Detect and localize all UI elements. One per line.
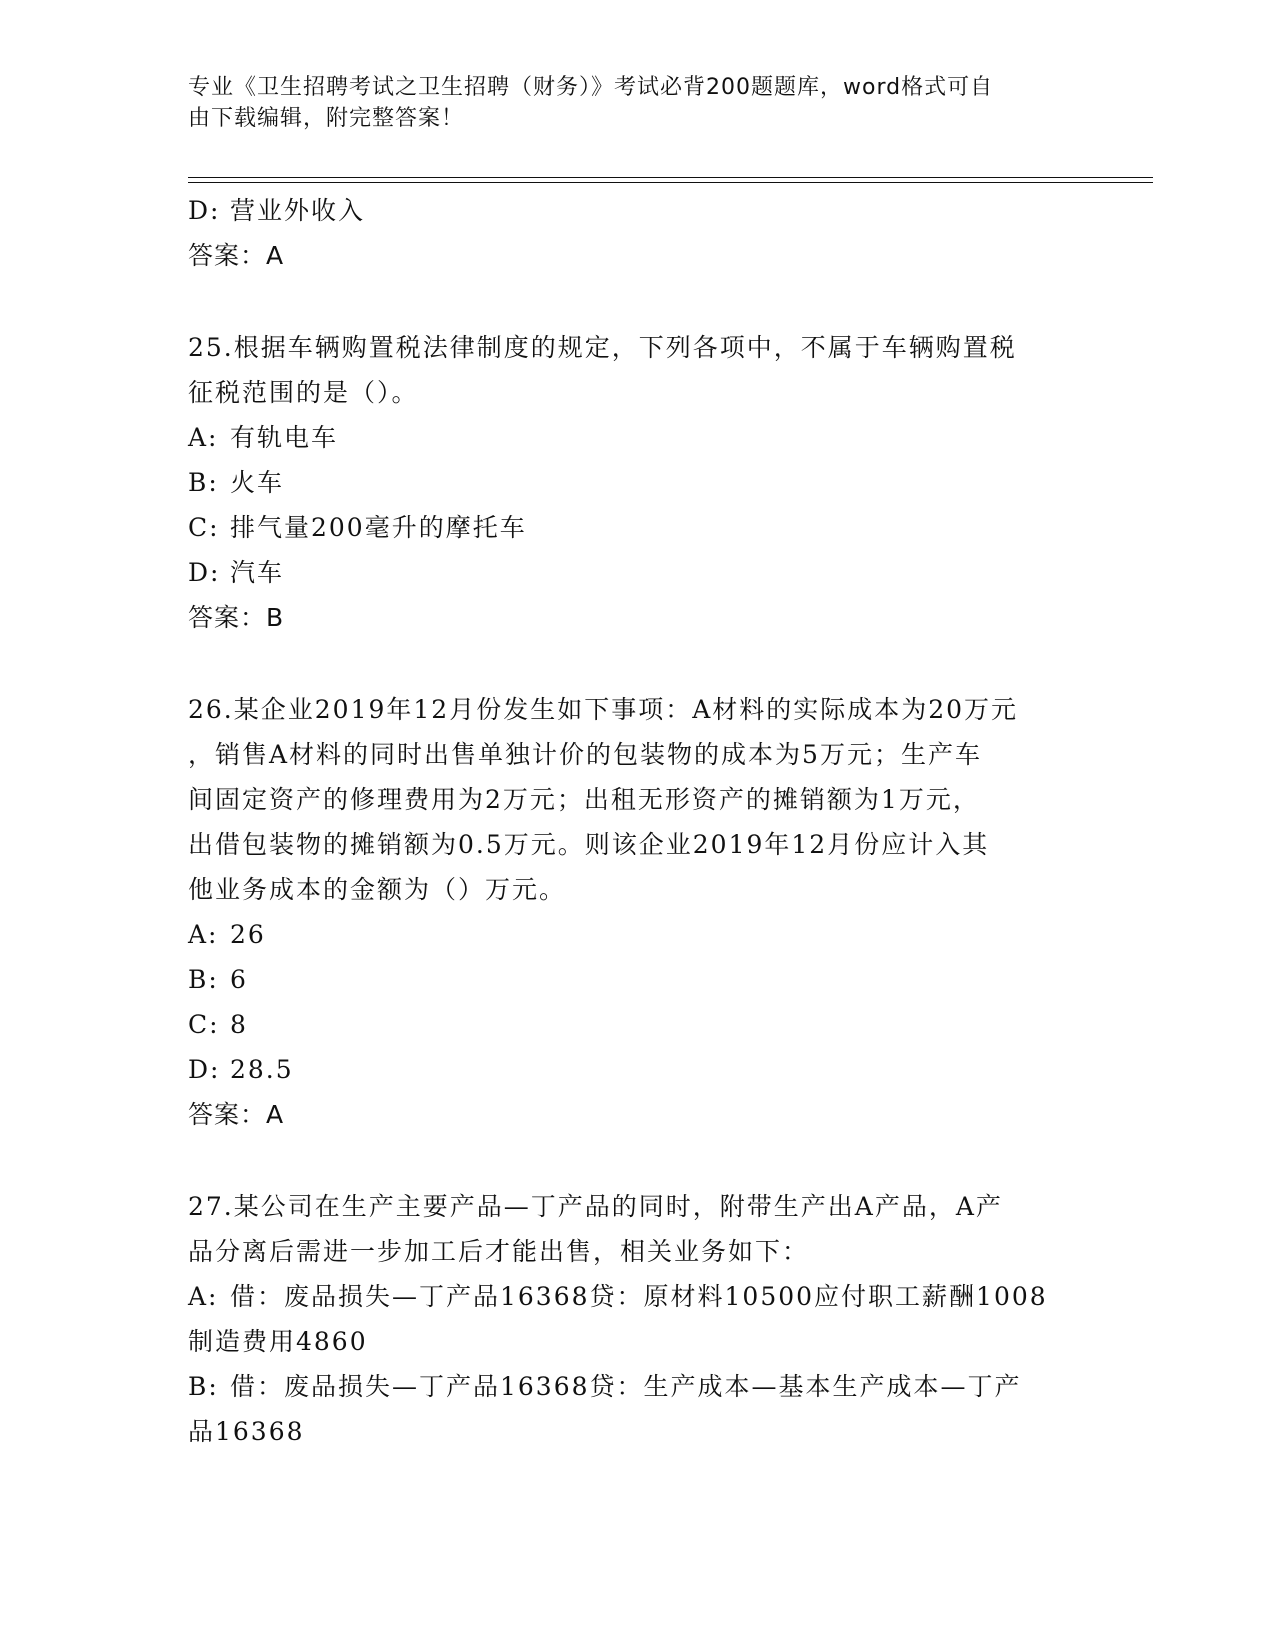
question-text-line: 27.某公司在生产主要产品—丁产品的同时，附带生产出A产品，A产 bbox=[188, 1192, 1003, 1221]
document-header bbox=[188, 72, 1068, 134]
q26-option-a bbox=[188, 912, 1088, 957]
option-label: D: bbox=[188, 558, 221, 587]
option-label: D: bbox=[188, 1055, 221, 1084]
option-text: 28.5 bbox=[230, 1055, 294, 1084]
q26-option-b bbox=[188, 957, 1088, 1002]
q27-option-b-continuation: 品16368 bbox=[188, 1417, 305, 1446]
option-label: C: bbox=[188, 513, 220, 542]
option-label: C: bbox=[188, 1010, 220, 1039]
option-label: A: bbox=[188, 423, 219, 452]
option-text: 借：废品损失—丁产品16368贷：原材料10500应付职工薪酬1008 bbox=[230, 1282, 1048, 1311]
option-text: 火车 bbox=[230, 468, 285, 497]
option-text: 6 bbox=[230, 965, 248, 994]
document-body bbox=[188, 188, 1088, 1454]
q27-option-a bbox=[188, 1274, 1088, 1319]
question-text-line: 26.某企业2019年12月份发生如下事项：A材料的实际成本为20万元 bbox=[188, 695, 1019, 724]
q27-option-b bbox=[188, 1364, 1088, 1409]
header-line-2: 由下载编辑，附完整答案！ bbox=[188, 106, 465, 131]
prev-answer: 答案：A bbox=[188, 241, 285, 270]
option-label: B: bbox=[188, 1372, 219, 1401]
question-text-line: 间固定资产的修理费用为2万元；出租无形资产的摊销额为1万元， bbox=[188, 785, 980, 814]
q25-option-c bbox=[188, 505, 1088, 550]
option-label: B: bbox=[188, 965, 219, 994]
option-label: A: bbox=[188, 920, 219, 949]
q25-option-b bbox=[188, 460, 1088, 505]
question-26 bbox=[188, 687, 1088, 1137]
option-text: 8 bbox=[230, 1010, 248, 1039]
question-text-line: 他业务成本的金额为（）万元。 bbox=[188, 875, 567, 904]
option-label: A: bbox=[188, 1282, 219, 1311]
q26-answer: 答案：A bbox=[188, 1100, 285, 1129]
option-text: 汽车 bbox=[230, 558, 285, 587]
q25-option-d bbox=[188, 550, 1088, 595]
q26-option-d bbox=[188, 1047, 1088, 1092]
option-text: 借：废品损失—丁产品16368贷：生产成本—基本生产成本—丁产 bbox=[230, 1372, 1022, 1401]
header-divider-top bbox=[188, 177, 1153, 178]
question-27 bbox=[188, 1184, 1088, 1454]
header-line-1: 专业《卫生招聘考试之卫生招聘（财务）》考试必背200题题库，word格式可自 bbox=[188, 75, 994, 100]
q25-option-a bbox=[188, 415, 1088, 460]
option-label: B: bbox=[188, 468, 219, 497]
header-divider-bottom bbox=[188, 182, 1153, 183]
prev-option-d bbox=[188, 188, 1088, 233]
q26-option-c bbox=[188, 1002, 1088, 1047]
option-label: D: bbox=[188, 196, 221, 225]
option-text: 26 bbox=[230, 920, 266, 949]
q27-option-a-continuation: 制造费用4860 bbox=[188, 1327, 368, 1356]
question-25 bbox=[188, 325, 1088, 640]
question-text-line: ，销售A材料的同时出售单独计价的包装物的成本为5万元；生产车 bbox=[188, 740, 982, 769]
question-text-line: 出借包装物的摊销额为0.5万元。则该企业2019年12月份应计入其 bbox=[188, 830, 990, 859]
q25-answer: 答案：B bbox=[188, 603, 285, 632]
option-text: 排气量200毫升的摩托车 bbox=[230, 513, 527, 542]
question-text-line: 25.根据车辆购置税法律制度的规定，下列各项中，不属于车辆购置税 bbox=[188, 333, 1017, 362]
option-text: 有轨电车 bbox=[230, 423, 339, 452]
option-text: 营业外收入 bbox=[230, 196, 366, 225]
question-text-line: 品分离后需进一步加工后才能出售，相关业务如下： bbox=[188, 1237, 810, 1266]
question-text-line: 征税范围的是（）。 bbox=[188, 378, 419, 407]
